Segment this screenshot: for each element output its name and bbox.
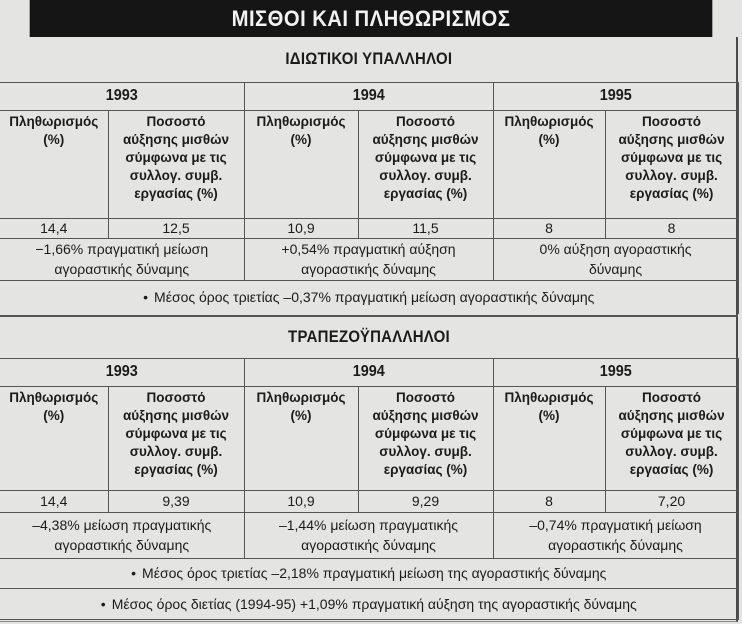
title-text: ΜΙΣΘΟΙ ΚΑΙ ΠΛΗΘΩΡΙΣΜΟΣ (231, 5, 511, 31)
raise-value: 11,5 (358, 218, 493, 238)
raise-value: 9,29 (358, 490, 493, 512)
purchasing-power-note: –0,74% πραγματική μείωση αγοραστικής δύναμης (493, 512, 738, 558)
raise-header: Ποσοστό αύξησης μισθών σύμφωνα με τις συλλογ. συμβ. εργασίας (%) (605, 386, 738, 490)
inflation-value: 8 (493, 490, 605, 512)
raise-header: Ποσοστό αύξησης μισθών σύμφωνα με τις συλλογ. συμβ. εργασίας (%) (605, 110, 738, 218)
inflation-value: 10,9 (244, 218, 358, 238)
bullet-icon: • (143, 289, 149, 306)
purchasing-power-note: −1,66% πραγματική μείωση αγοραστικής δύναμης (0, 238, 244, 280)
inflation-value: 10,9 (244, 490, 358, 512)
inflation-header: Πληθωρισμός (%) (244, 386, 358, 490)
section-title-private: ΙΔΙΩΤΙΚΟΙ ΥΠΑΛΛΗΛΟΙ (0, 37, 738, 82)
private-employees-table (0, 37, 739, 314)
three-year-average: • Μέσος όρος τριετίας –2,18% πραγματική μείωση της αγοραστικής δύναμης (0, 558, 738, 588)
inflation-header: Πληθωρισμός (%) (0, 110, 108, 218)
inflation-value: 14,4 (0, 490, 108, 512)
year-header-1995: 1995 (493, 358, 738, 386)
bullet-icon: • (100, 595, 106, 612)
inflation-value: 8 (493, 218, 605, 238)
raise-header: Ποσοστό αύξησης μισθών σύμφωνα με τις συλλογ. συμβ. εργασίας (%) (108, 110, 244, 218)
raise-value: 7,20 (605, 490, 738, 512)
raise-value: 9,39 (108, 490, 244, 512)
section-title-bank: ΤΡΑΠΕΖΟΫΠΑΛΛΗΛΟΙ (0, 317, 738, 358)
year-header-1994: 1994 (244, 358, 493, 386)
raise-header: Ποσοστό αύξησης μισθών σύμφωνα με τις συλλογ. συμβ. εργασίας (%) (358, 386, 493, 490)
year-header-1993: 1993 (0, 358, 244, 386)
inflation-header: Πληθωρισμός (%) (493, 386, 605, 490)
inflation-header: Πληθωρισμός (%) (493, 110, 605, 218)
year-header-1994: 1994 (244, 82, 493, 110)
purchasing-power-note: +0,54% πραγματική αύξηση αγοραστικής δύναμης (244, 238, 493, 280)
raise-value: 8 (605, 218, 738, 238)
three-year-average: • Μέσος όρος τριετίας –0,37% πραγματική μείωση αγοραστικής δύναμης (0, 280, 738, 314)
purchasing-power-note: –4,38% μείωση πραγματικής αγοραστικής δύναμης (0, 512, 244, 558)
year-header-1993: 1993 (0, 82, 244, 110)
year-header-1995: 1995 (493, 82, 738, 110)
inflation-header: Πληθωρισμός (%) (244, 110, 358, 218)
raise-header: Ποσοστό αύξησης μισθών σύμφωνα με τις συλλογ. συμβ. εργασίας (%) (108, 386, 244, 490)
inflation-header: Πληθωρισμός (%) (0, 386, 108, 490)
page-title (30, 0, 713, 37)
purchasing-power-note: 0% αύξηση αγοραστικής δύναμης (493, 238, 738, 280)
two-year-average: • Μέσος όρος διετίας (1994-95) +1,09% πραγματική αύξηση της αγοραστικής δύναμης (0, 588, 738, 619)
raise-header: Ποσοστό αύξησης μισθών σύμφωνα με τις συλλογ. συμβ. εργασίας (%) (358, 110, 493, 218)
inflation-value: 14,4 (0, 218, 108, 238)
bank-employees-table (0, 317, 739, 620)
raise-value: 12,5 (108, 218, 244, 238)
bullet-icon: • (131, 565, 137, 581)
purchasing-power-note: –1,44% μείωση πραγματικής αγοραστικής δύναμης (244, 512, 493, 558)
